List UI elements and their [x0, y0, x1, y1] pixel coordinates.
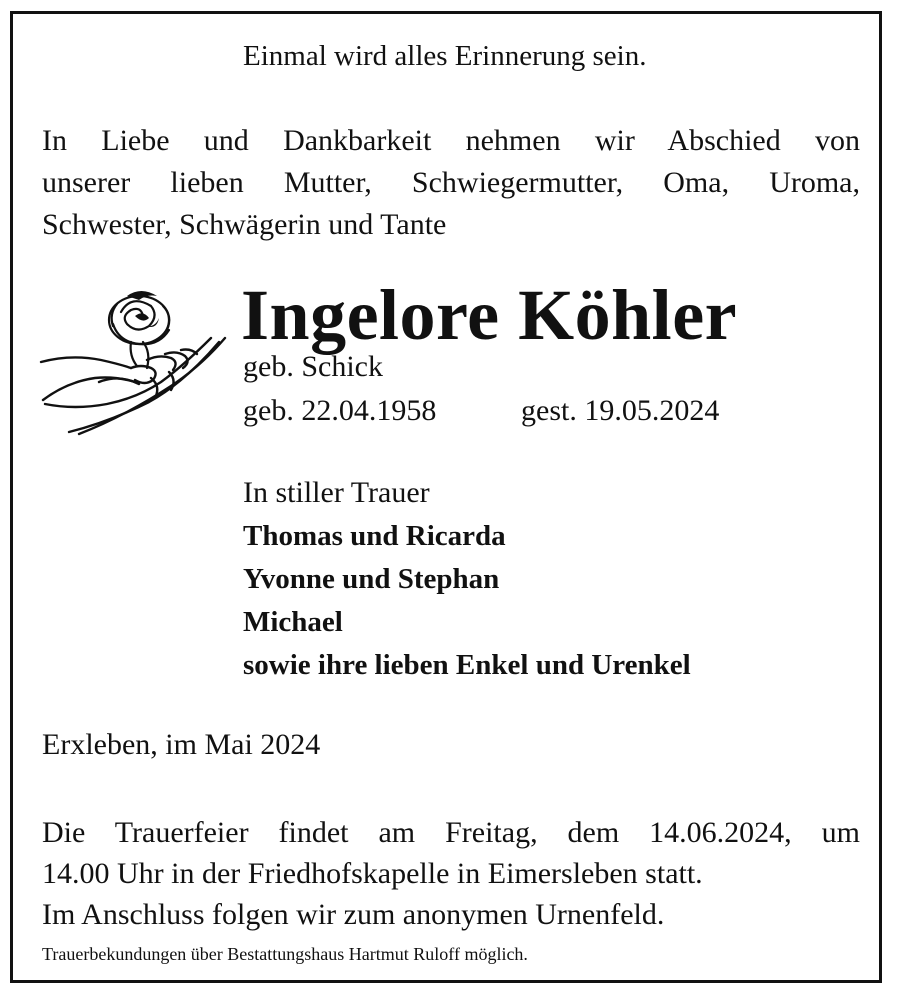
intro-line-2: unserer lieben Mutter, Schwiegermutter, Oma, Uroma, [42, 166, 860, 199]
mourner-name: Michael [243, 606, 343, 638]
footer-note: Trauerbekundungen über Bestattungshaus Hartmut Ruloff möglich. [42, 944, 528, 964]
place-date: Erxleben, im Mai 2024 [42, 728, 321, 761]
service-info [42, 812, 860, 935]
mourners-heading: In stiller Trauer [243, 476, 430, 509]
mourner-name: Thomas und Ricarda [243, 520, 506, 552]
death-date: gest. 19.05.2024 [521, 394, 720, 427]
service-line-2: 14.00 Uhr in der Friedhofskapelle in Eimersleben statt. [42, 857, 703, 890]
intro-text [42, 120, 860, 246]
obituary-notice [10, 11, 882, 983]
maiden-name: geb. Schick [243, 350, 383, 383]
intro-line-3: Schwester, Schwägerin und Tante [42, 208, 447, 241]
rose-in-hands-icon [39, 282, 229, 437]
mourner-name: sowie ihre lieben Enkel und Urenkel [243, 649, 691, 681]
service-line-3: Im Anschluss folgen wir zum anonymen Urnenfeld. [42, 898, 665, 931]
intro-line-1: In Liebe und Dankbarkeit nehmen wir Abschied von [42, 124, 860, 157]
motto: Einmal wird alles Erinnerung sein. [243, 40, 647, 72]
mourner-name: Yvonne und Stephan [243, 563, 500, 595]
deceased-name: Ingelore Köhler [241, 275, 738, 355]
service-line-1: Die Trauerfeier findet am Freitag, dem 14.06.2024, um [42, 816, 860, 849]
birth-date: geb. 22.04.1958 [243, 394, 437, 427]
